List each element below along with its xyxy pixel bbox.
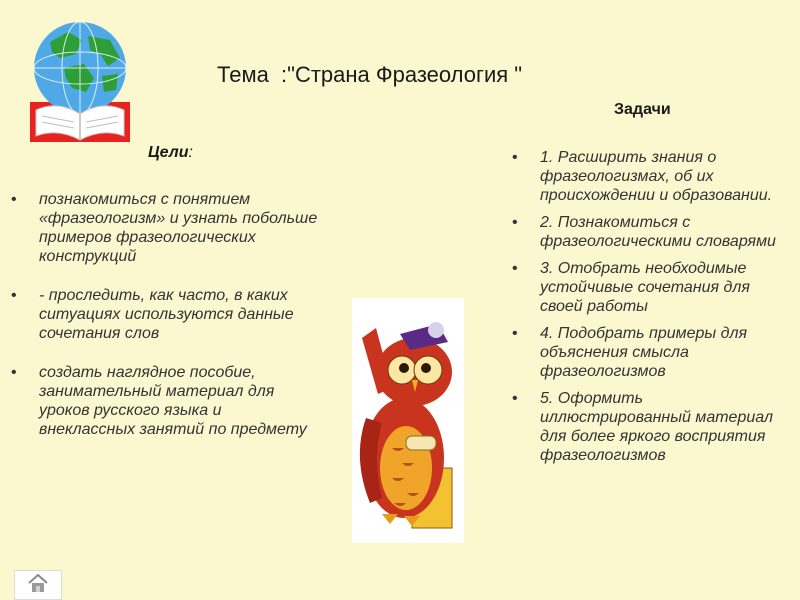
task-item: • 2. Познакомиться с фразеологическими словарями bbox=[512, 213, 797, 251]
goal-item: • создать наглядное пособие, занимательный материал для уроков русского языка и внеклассных занятий по предмету bbox=[11, 363, 321, 439]
goal-item: • познакомиться с понятием «фразеологизм» и узнать побольше примеров фразеологических конструкций bbox=[11, 190, 321, 266]
globe-book-icon bbox=[30, 18, 130, 142]
tasks-list bbox=[512, 148, 797, 473]
goal-item: • - проследить, как часто, в каких ситуациях используются данные сочетания слов bbox=[11, 286, 321, 343]
page-title: Тема :"Страна Фразеология " bbox=[217, 62, 523, 87]
tasks-heading: Задачи bbox=[614, 101, 671, 118]
task-item: • 5. Оформить иллюстрированный материал для более яркого восприятия фразеологизмов bbox=[512, 389, 797, 465]
home-icon bbox=[27, 573, 49, 598]
goals-list bbox=[11, 190, 321, 459]
task-item: • 3. Отобрать необходимые устойчивые сочетания для своей работы bbox=[512, 259, 797, 316]
task-item: • 4. Подобрать примеры для объяснения смысла фразеологизмов bbox=[512, 324, 797, 381]
goals-heading-text: Цели bbox=[148, 144, 189, 161]
task-item: • 1. Расширить знания о фразеологизмах, об их происхождении и образовании. bbox=[512, 148, 797, 205]
owl-illustration bbox=[352, 298, 464, 543]
goals-heading bbox=[148, 144, 193, 162]
home-button[interactable] bbox=[14, 570, 62, 600]
goals-heading-colon: : bbox=[188, 144, 193, 161]
